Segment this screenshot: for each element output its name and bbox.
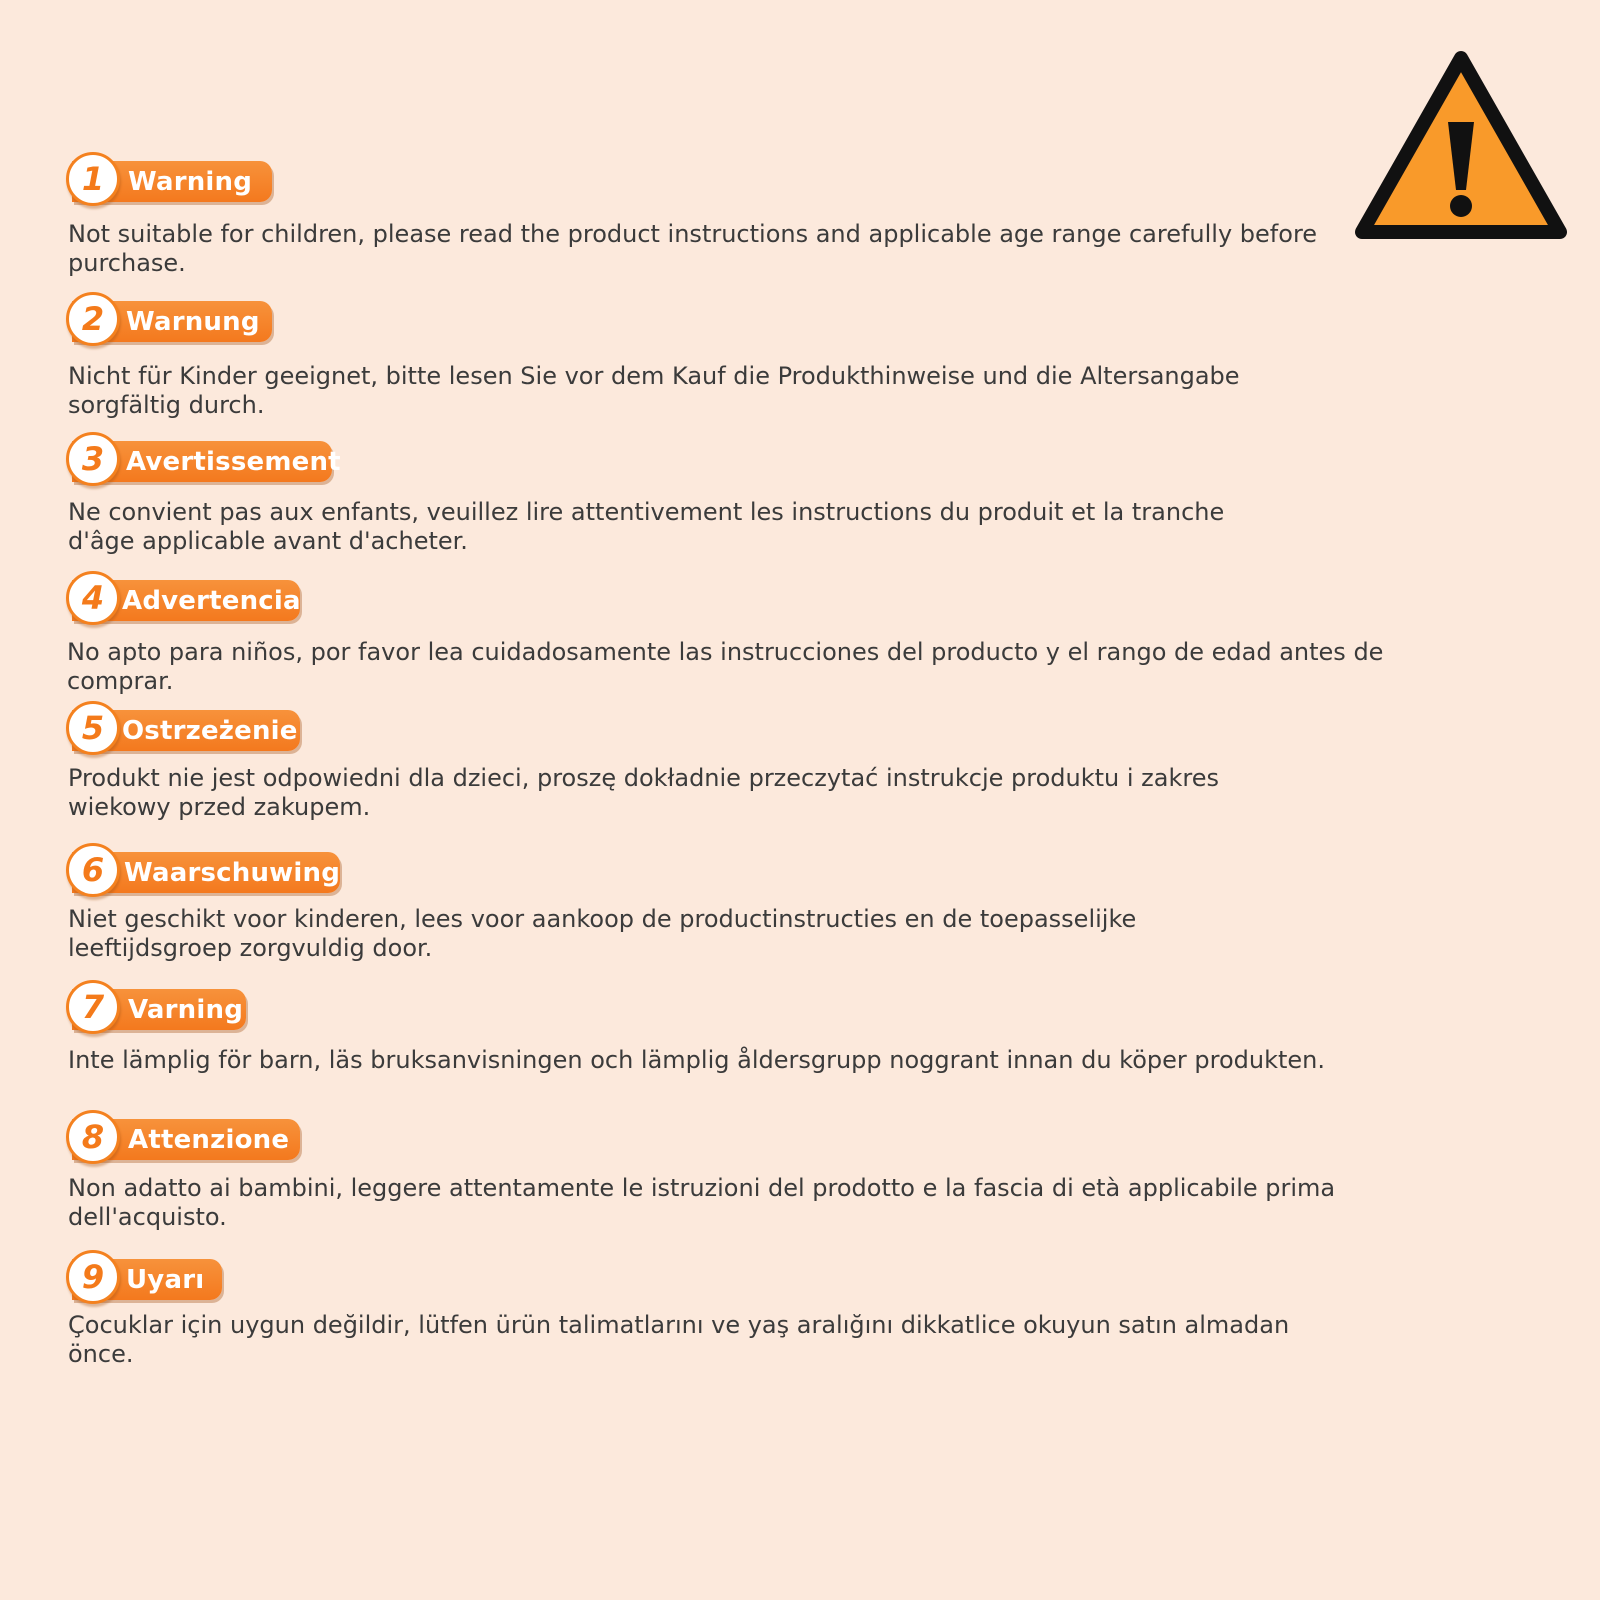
section-text: No apto para niños, por favor lea cuidadosamente las instrucciones del producto y el rango de edad antes de comprar.	[67, 638, 1384, 695]
section-text: Inte lämplig för barn, läs bruksanvisningen och lämplig åldersgrupp noggrant innan du köper produkten.	[68, 1046, 1326, 1074]
section-title: Advertencia	[122, 586, 301, 616]
number-badge	[66, 1110, 120, 1164]
number-badge	[66, 1250, 120, 1304]
number-label: 2	[81, 300, 105, 338]
number-label: 8	[81, 1118, 105, 1156]
number-badge	[66, 980, 120, 1034]
section-title: Attenzione	[128, 1125, 290, 1155]
number-label: 1	[81, 160, 105, 198]
number-badge	[66, 292, 120, 346]
section-title: Waarschuwing	[124, 858, 341, 888]
section-text: Niet geschikt voor kinderen, lees voor aankoop de productinstructies en de toepasselijke leeftijdsgroep zorgvuldig door.	[68, 905, 1137, 962]
number-badge	[66, 152, 120, 206]
number-label: 5	[81, 709, 105, 747]
section-text: Non adatto ai bambini, leggere attentamente le istruzioni del prodotto e la fascia di età applicabile prima dell'acquisto.	[68, 1174, 1336, 1231]
section-text: Ne convient pas aux enfants, veuillez lire attentivement les instructions du produit et la tranche d'âge applicable avant d'acheter.	[68, 498, 1225, 555]
section-title: Warning	[128, 167, 253, 197]
section-text: Nicht für Kinder geeignet, bitte lesen Sie vor dem Kauf die Produkthinweise und die Altersangabe sorgfältig durch.	[68, 362, 1240, 419]
number-badge	[66, 571, 120, 625]
number-label: 6	[81, 851, 105, 889]
section-text: Produkt nie jest odpowiedni dla dzieci, proszę dokładnie przeczytać instrukcje produktu i zakres wiekowy przed zakupem.	[68, 764, 1219, 821]
number-badge	[66, 432, 120, 486]
number-badge	[66, 843, 120, 897]
section-text: Not suitable for children, please read the product instructions and applicable age range carefully before purchase.	[68, 220, 1318, 277]
number-label: 3	[81, 440, 105, 478]
section-text: Çocuklar için uygun değildir, lütfen ürün talimatlarını ve yaş aralığını dikkatlice okuyun satın almadan önce.	[68, 1311, 1290, 1368]
exclamation-dot	[1450, 195, 1472, 217]
section-title: Avertissement	[126, 447, 341, 477]
number-label: 7	[81, 988, 105, 1026]
section-title: Varning	[128, 995, 244, 1025]
section-title: Warnung	[126, 307, 260, 337]
section-title: Uyarı	[126, 1265, 205, 1295]
number-label: 9	[81, 1258, 105, 1296]
section-title: Ostrzeżenie	[122, 716, 298, 746]
number-label: 4	[81, 579, 105, 617]
warning-triangle-icon	[1352, 48, 1570, 244]
number-badge	[66, 701, 120, 755]
